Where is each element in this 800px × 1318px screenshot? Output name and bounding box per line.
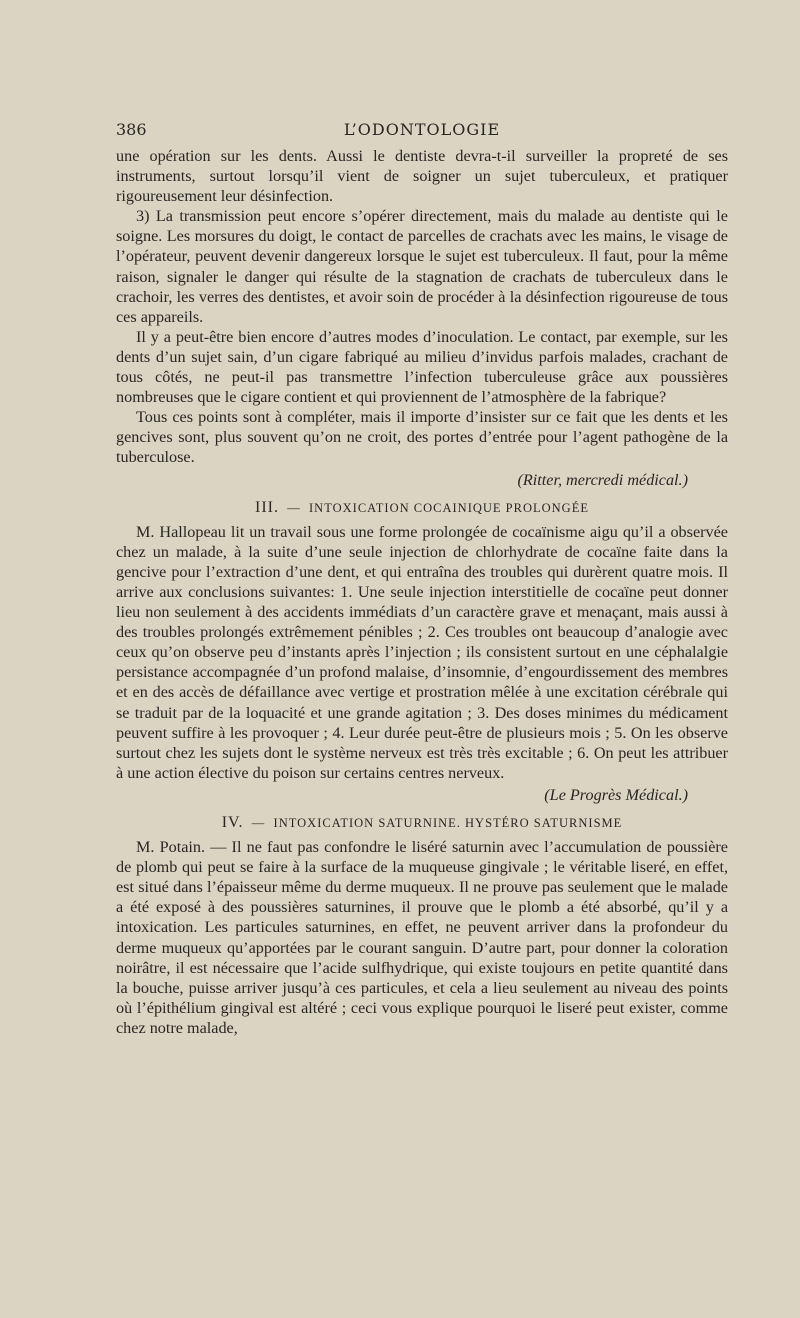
article-body	[116, 146, 728, 1038]
section-number: IV.	[221, 814, 244, 831]
paragraph: Il y a peut-être bien encore d’autres modes d’inoculation. Le contact, par exemple, sur les dents d’un sujet sain, d’un cigare fabriqué au milieu d’invidus parfois malades, crachant de tous côtés, ne peut-il pas transmettre l’infection tuberculeuse grâce aux poussières nombreuses que le cigare contient et qui proviennent de l’atmosphère de la fabrique?	[116, 327, 728, 407]
page-number: 386	[116, 120, 147, 139]
section-dash: —	[251, 816, 266, 830]
citation: (Le Progrès Médical.)	[544, 785, 688, 804]
section-title: INTOXICATION SATURNINE. HYSTÉRO SATURNISME	[273, 816, 623, 830]
section-title: INTOXICATION COCAINIQUE PROLONGÉE	[309, 500, 589, 515]
paragraph: une opération sur les dents. Aussi le dentiste devra-t-il surveiller la propreté de ses instruments, surtout lorsqu’il vient de soigner un sujet tuberculeux, et pratiquer rigoureusement leur désinfection.	[116, 147, 728, 206]
citation: (Ritter, mercredi médical.)	[517, 470, 688, 489]
section-heading	[116, 813, 728, 833]
paragraph: 3) La transmission peut encore s’opérer directement, mais du malade au dentiste qui le soigne. Les morsures du doigt, le contact de parcelles de crachats avec les mains, le visage de l’opérateur, peuvent devenir dangereux lorsque le sujet est tuberculeux. Il faut, pour la même raison, signaler le danger qui résulte de la stagnation de crachats de tuberculeux dans le crachoir, les verres des dentistes, et avoir soin de procéder à la désinfection rigoureuse de tous ces appareils.	[116, 207, 728, 326]
page-header	[116, 120, 728, 144]
section-number: III.	[255, 498, 279, 516]
running-title: L’ODONTOLOGIE	[343, 120, 501, 139]
paragraph: M. Hallopeau lit un travail sous une forme prolongée de cocaïnisme aigu qu’il a observée chez un malade, à la suite d’une seule injection de chlorhydrate de cocaïne faite dans la gencive pour l’extraction d’une dent, et qui entraîna des troubles qui durèrent quatre mois. Il arrive aux conclusions suivantes: 1. Une seule injection interstitielle de cocaïne peut donner lieu non seulement à des accidents immédiats d’un caractère grave et menaçant, mais aussi à des troubles prolongés extrêmement pénibles ; 2. Ces troubles ont beaucoup d’analogie avec ceux qu’on observe peu d’instants après l’injection ; ils consistent surtout en une céphalalgie persistance accompagnée d’un profond malaise, d’insomnie, d’engourdissement des membres et en des accès de défaillance avec vertige et prostration mêlée à une excitation cérébrale qui se traduit par de la loquacité et une grande agitation ; 3. Des doses minimes du médicament peuvent suffire à les provoquer ; 4. Leur durée peut-être de plusieurs mois ; 5. On les observe surtout chez les sujets dont le système nerveux est très très excitable ; 6. On peut les attribuer à une action élective du poison sur certains centres nerveux.	[116, 522, 728, 782]
section-heading	[116, 498, 728, 518]
paragraph: M. Potain. — Il ne faut pas confondre le liséré saturnin avec l’accumulation de poussière de plomb qui peut se faire à la surface de la muqueuse gingivale ; le véritable liseré, en effet, est situé dans l’épaisseur même du derme muqueux. Il ne prouve pas seulement que le malade a été exposé à des poussières saturnines, il prouve que le plomb a été absorbé, qu’il y a intoxication. Les particules saturnines, en effet, ne peuvent arriver dans la profondeur du derme muqueux qu’apportées par le courant sanguin. D’autre part, pour donner la coloration noirâtre, il est nécessaire que l’acide sulfhydrique, qui existe toujours en petite quantité dans la bouche, puisse arriver jusqu’à ces particules, et cela a lieu seulement au niveau des points où l’épithélium gingival est altéré ; ceci vous explique pourquoi le liseré peut exister, comme chez notre malade,	[116, 838, 728, 1037]
paragraph: Tous ces points sont à compléter, mais il importe d’insister sur ce fait que les dents et les gencives sont, plus souvent qu’on ne croit, des portes d’entrée pour l’agent pathogène de la tuberculose.	[116, 408, 728, 467]
section-dash: —	[287, 500, 301, 515]
